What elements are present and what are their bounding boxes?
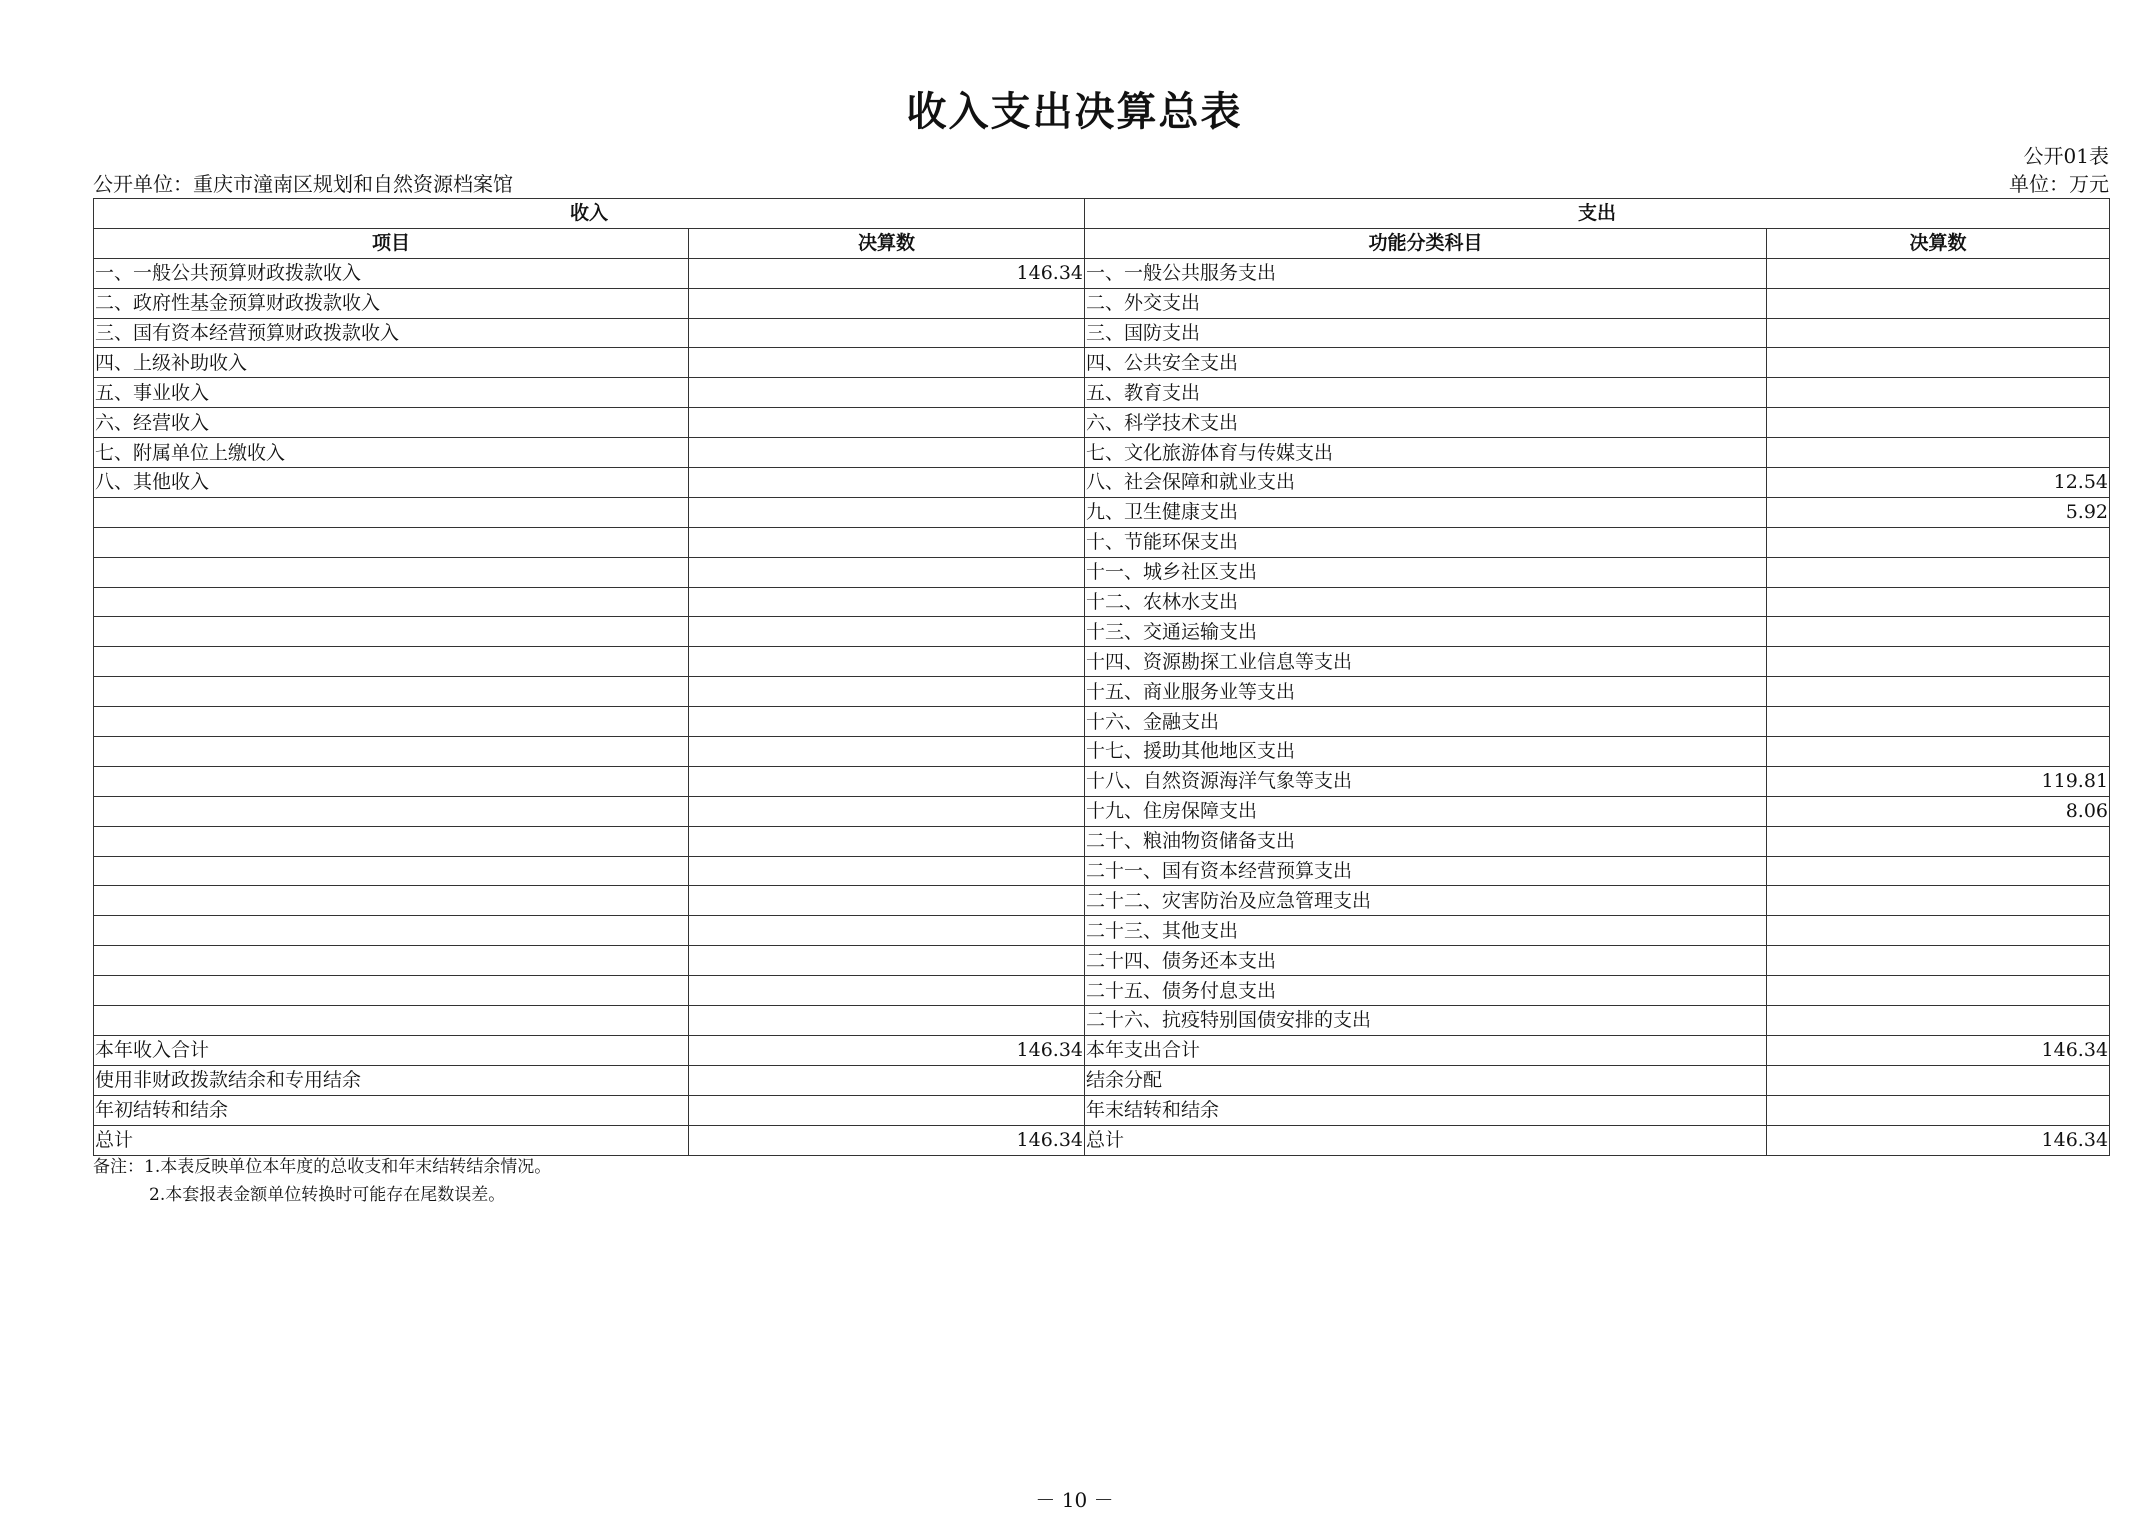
expense-amount-cell: [1767, 258, 2110, 288]
table-row: [94, 826, 2110, 856]
expense-amount-cell: [1767, 946, 2110, 976]
income-item-cell: [94, 856, 689, 886]
col-header-function: 功能分类科目: [1085, 228, 1767, 258]
income-amount-cell: [689, 497, 1085, 527]
page-title: 收入支出决算总表: [906, 89, 1243, 135]
summary-row: [94, 1065, 2110, 1095]
income-amount-cell: [689, 707, 1085, 737]
table-column-header-row: [94, 228, 2110, 258]
notes: [93, 1153, 551, 1209]
table-row: [94, 946, 2110, 976]
expense-item-cell: 十八、自然资源海洋气象等支出: [1085, 766, 1767, 796]
reporting-organization: 公开单位：重庆市潼南区规划和自然资源档案馆: [93, 172, 513, 196]
col-header-amount-expense: 决算数: [1767, 228, 2110, 258]
table-row: [94, 348, 2110, 378]
summary-income-amount-cell: [689, 1095, 1085, 1125]
expense-amount-cell: [1767, 617, 2110, 647]
income-amount-cell: [689, 826, 1085, 856]
expense-item-cell: 七、文化旅游体育与传媒支出: [1085, 438, 1767, 468]
table-group-header-row: [94, 199, 2110, 229]
expense-item-cell: 二、外交支出: [1085, 288, 1767, 318]
summary-expense-item-cell: 总计: [1085, 1125, 1767, 1155]
income-amount-cell: [689, 587, 1085, 617]
income-item-cell: [94, 916, 689, 946]
expense-amount-cell: [1767, 856, 2110, 886]
income-item-cell: 二、政府性基金预算财政拨款收入: [94, 288, 689, 318]
expense-item-cell: 八、社会保障和就业支出: [1085, 468, 1767, 498]
table-row: [94, 468, 2110, 498]
summary-expense-item-cell: 本年支出合计: [1085, 1035, 1767, 1065]
income-item-cell: [94, 946, 689, 976]
income-amount-cell: [689, 617, 1085, 647]
expense-item-cell: 三、国防支出: [1085, 318, 1767, 348]
currency-unit: 单位：万元: [2009, 172, 2109, 196]
expense-amount-cell: [1767, 348, 2110, 378]
summary-income-item-cell: 使用非财政拨款结余和专用结余: [94, 1065, 689, 1095]
income-item-cell: 八、其他收入: [94, 468, 689, 498]
expense-amount-cell: 8.06: [1767, 796, 2110, 826]
expense-item-cell: 二十五、债务付息支出: [1085, 976, 1767, 1006]
table-row: [94, 557, 2110, 587]
income-item-cell: 四、上级补助收入: [94, 348, 689, 378]
expense-amount-cell: [1767, 647, 2110, 677]
summary-expense-amount-cell: [1767, 1065, 2110, 1095]
table-row: [94, 856, 2110, 886]
table-row: [94, 438, 2110, 468]
expense-amount-cell: [1767, 886, 2110, 916]
summary-income-amount-cell: 146.34: [689, 1125, 1085, 1155]
table-row: [94, 916, 2110, 946]
table-row: [94, 677, 2110, 707]
table-row: [94, 766, 2110, 796]
expense-item-cell: 九、卫生健康支出: [1085, 497, 1767, 527]
table-row: [94, 707, 2110, 737]
table-row: [94, 497, 2110, 527]
table-row: [94, 587, 2110, 617]
income-item-cell: [94, 707, 689, 737]
income-amount-cell: [689, 856, 1085, 886]
income-item-cell: [94, 527, 689, 557]
table-row: [94, 288, 2110, 318]
summary-income-item-cell: 本年收入合计: [94, 1035, 689, 1065]
expense-item-cell: 二十四、债务还本支出: [1085, 946, 1767, 976]
expense-amount-cell: [1767, 677, 2110, 707]
summary-income-item-cell: 总计: [94, 1125, 689, 1155]
income-amount-cell: [689, 557, 1085, 587]
summary-row: [94, 1095, 2110, 1125]
expense-item-cell: 十七、援助其他地区支出: [1085, 737, 1767, 767]
income-amount-cell: [689, 438, 1085, 468]
income-amount-cell: [689, 647, 1085, 677]
expense-item-cell: 二十二、灾害防治及应急管理支出: [1085, 886, 1767, 916]
income-amount-cell: [689, 378, 1085, 408]
expense-amount-cell: [1767, 438, 2110, 468]
table-row: [94, 737, 2110, 767]
table-row: [94, 617, 2110, 647]
expense-item-cell: 二十一、国有资本经营预算支出: [1085, 856, 1767, 886]
income-item-cell: 三、国有资本经营预算财政拨款收入: [94, 318, 689, 348]
income-item-cell: [94, 826, 689, 856]
expense-item-cell: 十三、交通运输支出: [1085, 617, 1767, 647]
expense-item-cell: 十二、农林水支出: [1085, 587, 1767, 617]
expense-amount-cell: [1767, 408, 2110, 438]
expense-item-cell: 十一、城乡社区支出: [1085, 557, 1767, 587]
expense-item-cell: 二十、粮油物资储备支出: [1085, 826, 1767, 856]
income-amount-cell: [689, 1006, 1085, 1036]
income-amount-cell: [689, 318, 1085, 348]
income-item-cell: [94, 766, 689, 796]
summary-income-item-cell: 年初结转和结余: [94, 1095, 689, 1125]
expense-amount-cell: [1767, 1006, 2110, 1036]
table-row: [94, 258, 2110, 288]
expense-amount-cell: [1767, 557, 2110, 587]
income-amount-cell: [689, 677, 1085, 707]
table-row: [94, 1006, 2110, 1036]
col-header-item: 项目: [94, 228, 689, 258]
table-body: [94, 258, 2110, 1155]
note-1: 备注：1.本表反映单位本年度的总收支和年末结转结余情况。: [93, 1157, 552, 1177]
expense-item-cell: 十四、资源勘探工业信息等支出: [1085, 647, 1767, 677]
income-item-cell: [94, 647, 689, 677]
income-amount-cell: [689, 886, 1085, 916]
summary-row: [94, 1035, 2110, 1065]
expense-amount-cell: [1767, 707, 2110, 737]
summary-expense-amount-cell: 146.34: [1767, 1125, 2110, 1155]
income-item-cell: [94, 617, 689, 647]
income-amount-cell: 146.34: [689, 258, 1085, 288]
form-number: 公开01表: [2023, 144, 2109, 168]
income-amount-cell: [689, 976, 1085, 1006]
table-row: [94, 378, 2110, 408]
expense-amount-cell: [1767, 737, 2110, 767]
income-amount-cell: [689, 916, 1085, 946]
income-item-cell: [94, 557, 689, 587]
table-row: [94, 886, 2110, 916]
income-amount-cell: [689, 766, 1085, 796]
expense-item-cell: 四、公共安全支出: [1085, 348, 1767, 378]
summary-row: [94, 1125, 2110, 1155]
income-item-cell: 六、经营收入: [94, 408, 689, 438]
expense-amount-cell: [1767, 587, 2110, 617]
income-item-cell: [94, 737, 689, 767]
income-item-cell: [94, 587, 689, 617]
income-amount-cell: [689, 527, 1085, 557]
expense-item-cell: 十六、金融支出: [1085, 707, 1767, 737]
expense-item-cell: 一、一般公共服务支出: [1085, 258, 1767, 288]
expense-item-cell: 六、科学技术支出: [1085, 408, 1767, 438]
income-item-cell: 七、附属单位上缴收入: [94, 438, 689, 468]
table-row: [94, 408, 2110, 438]
income-item-cell: [94, 677, 689, 707]
income-expense-table: [93, 198, 2110, 1156]
income-item-cell: [94, 886, 689, 916]
expense-amount-cell: 12.54: [1767, 468, 2110, 498]
expense-item-cell: 二十三、其他支出: [1085, 916, 1767, 946]
summary-income-amount-cell: [689, 1065, 1085, 1095]
expense-item-cell: 十五、商业服务业等支出: [1085, 677, 1767, 707]
income-amount-cell: [689, 408, 1085, 438]
table-row: [94, 976, 2110, 1006]
income-item-cell: 五、事业收入: [94, 378, 689, 408]
expense-amount-cell: [1767, 527, 2110, 557]
expense-item-cell: 十九、住房保障支出: [1085, 796, 1767, 826]
income-amount-cell: [689, 348, 1085, 378]
note-2: 2.本套报表金额单位转换时可能存在尾数误差。: [149, 1185, 506, 1205]
income-amount-cell: [689, 796, 1085, 826]
summary-income-amount-cell: 146.34: [689, 1035, 1085, 1065]
expense-amount-cell: [1767, 288, 2110, 318]
summary-expense-amount-cell: 146.34: [1767, 1035, 2110, 1065]
income-item-cell: [94, 796, 689, 826]
income-item-cell: [94, 497, 689, 527]
income-group-header: 收入: [94, 199, 1085, 229]
expense-item-cell: 二十六、抗疫特别国债安排的支出: [1085, 1006, 1767, 1036]
summary-expense-amount-cell: [1767, 1095, 2110, 1125]
summary-expense-item-cell: 年末结转和结余: [1085, 1095, 1767, 1125]
expense-item-cell: 五、教育支出: [1085, 378, 1767, 408]
expense-amount-cell: 119.81: [1767, 766, 2110, 796]
table-row: [94, 527, 2110, 557]
table-row: [94, 318, 2110, 348]
expense-amount-cell: [1767, 826, 2110, 856]
income-item-cell: [94, 1006, 689, 1036]
expense-amount-cell: [1767, 916, 2110, 946]
expense-item-cell: 十、节能环保支出: [1085, 527, 1767, 557]
summary-expense-item-cell: 结余分配: [1085, 1065, 1767, 1095]
table-row: [94, 796, 2110, 826]
expense-amount-cell: [1767, 378, 2110, 408]
expense-amount-cell: 5.92: [1767, 497, 2110, 527]
income-item-cell: [94, 976, 689, 1006]
income-amount-cell: [689, 468, 1085, 498]
income-item-cell: 一、一般公共预算财政拨款收入: [94, 258, 689, 288]
expense-amount-cell: [1767, 318, 2110, 348]
table-row: [94, 647, 2110, 677]
page-number: － 10 －: [1035, 1488, 1114, 1512]
expense-amount-cell: [1767, 976, 2110, 1006]
expense-group-header: 支出: [1085, 199, 2110, 229]
income-amount-cell: [689, 946, 1085, 976]
income-amount-cell: [689, 288, 1085, 318]
income-amount-cell: [689, 737, 1085, 767]
col-header-amount: 决算数: [689, 228, 1085, 258]
